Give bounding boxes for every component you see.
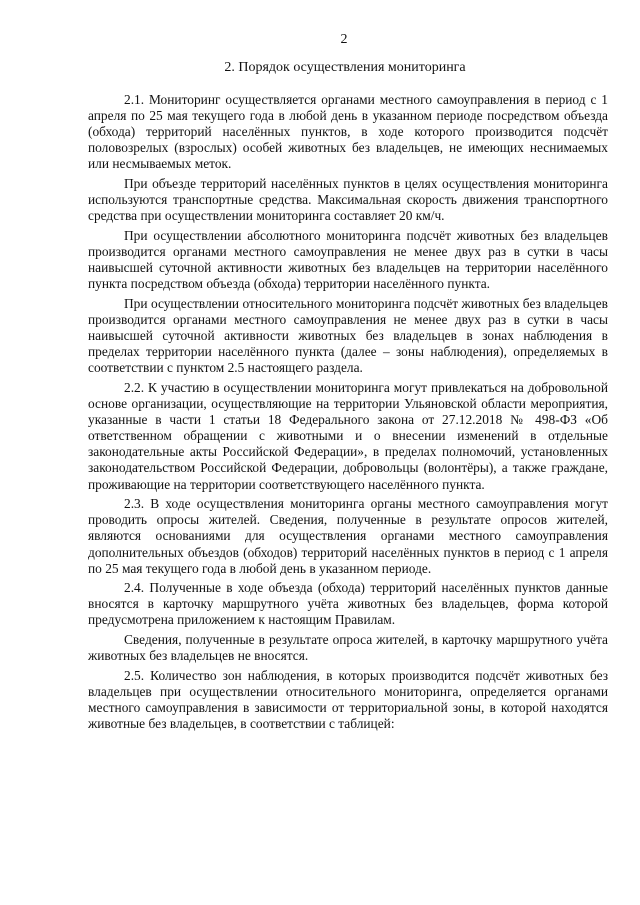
paragraph-survey-data: Сведения, полученные в результате опроса жителей, в карточку маршрутного учёта животных без владельцев не вносятся.: [88, 632, 608, 664]
paragraph-2-1: 2.1. Мониторинг осуществляется органами местного самоуправления в период с 1 апреля по 25 мая текущего года в любой день в указанном периоде посредством объезда (обхода) территорий населённых пунктов, в ходе которого производится подсчёт половозрелых (взрослых) особей животных без владельцев, не имеющих неснимаемых или несмываемых меток.: [88, 92, 608, 172]
paragraph-absolute-monitoring: При осуществлении абсолютного мониторинга подсчёт животных без владельцев производится органами местного самоуправления не менее двух раз в сутки в часы наивысшей суточной активности животных без владельцев на территории населённого пункта посредством объезда (обхода) территории населённого пункта.: [88, 227, 608, 292]
paragraph-vehicle-usage: При объезде территорий населённых пунктов в целях осуществления мониторинга используются транспортные средства. Максимальная скорость движения транспортного средства при осуществлении мониторинга составляет 20 км/ч.: [88, 176, 608, 224]
paragraph-2-3: 2.3. В ходе осуществления мониторинга органы местного самоуправления могут проводить опросы жителей. Сведения, полученные в результате опросов жителей, являются основаниями для осуществления органами местного самоуправления дополнительных объездов (обходов) территорий населённых пунктов в период с 1 апреля по 25 мая текущего года в любой день в указанном периоде.: [88, 496, 608, 576]
document-body: [88, 92, 608, 736]
page-number: 2: [340, 32, 348, 47]
paragraph-relative-monitoring: При осуществлении относительного мониторинга подсчёт животных без владельцев производится органами местного самоуправления не менее двух раз в сутки в часы наивысшей суточной активности животных без владельцев в зонах наблюдения в пределах территории населённого пункта (далее – зоны наблюдения), определяемых в соответствии с пунктом 2.5 настоящего раздела.: [88, 295, 608, 376]
paragraph-2-2: 2.2. К участию в осуществлении мониторинга могут привлекаться на добровольной основе организации, осуществляющие на территории Ульяновской области мероприятия, указанные в части 1 статьи 18 Федерального закона от 27.12.2018 № 498-ФЗ «Об ответственном обращении с животными и о внесении изменений в отдельные законодательные акты Российской Федерации», в пределах полномочий, установленных законодательством Российской Федерации, добровольцы (волонтёры), а также граждане, проживающие на территории соответствующего населённого пункта.: [88, 379, 608, 492]
section-title: 2. Порядок осуществления мониторинга: [224, 60, 466, 75]
paragraph-2-4: 2.4. Полученные в ходе объезда (обхода) территорий населённых пунктов данные вносятся в карточку маршрутного учёта животных без владельцев, форма которой предусмотрена приложением к настоящим Правилам.: [88, 580, 608, 628]
paragraph-2-5: 2.5. Количество зон наблюдения, в которых производится подсчёт животных без владельцев при осуществлении относительного мониторинга, определяется органами местного самоуправления в зависимости от территориальной зоны, в которой находятся животные без владельцев, в соответствии с таблицей:: [88, 667, 608, 732]
